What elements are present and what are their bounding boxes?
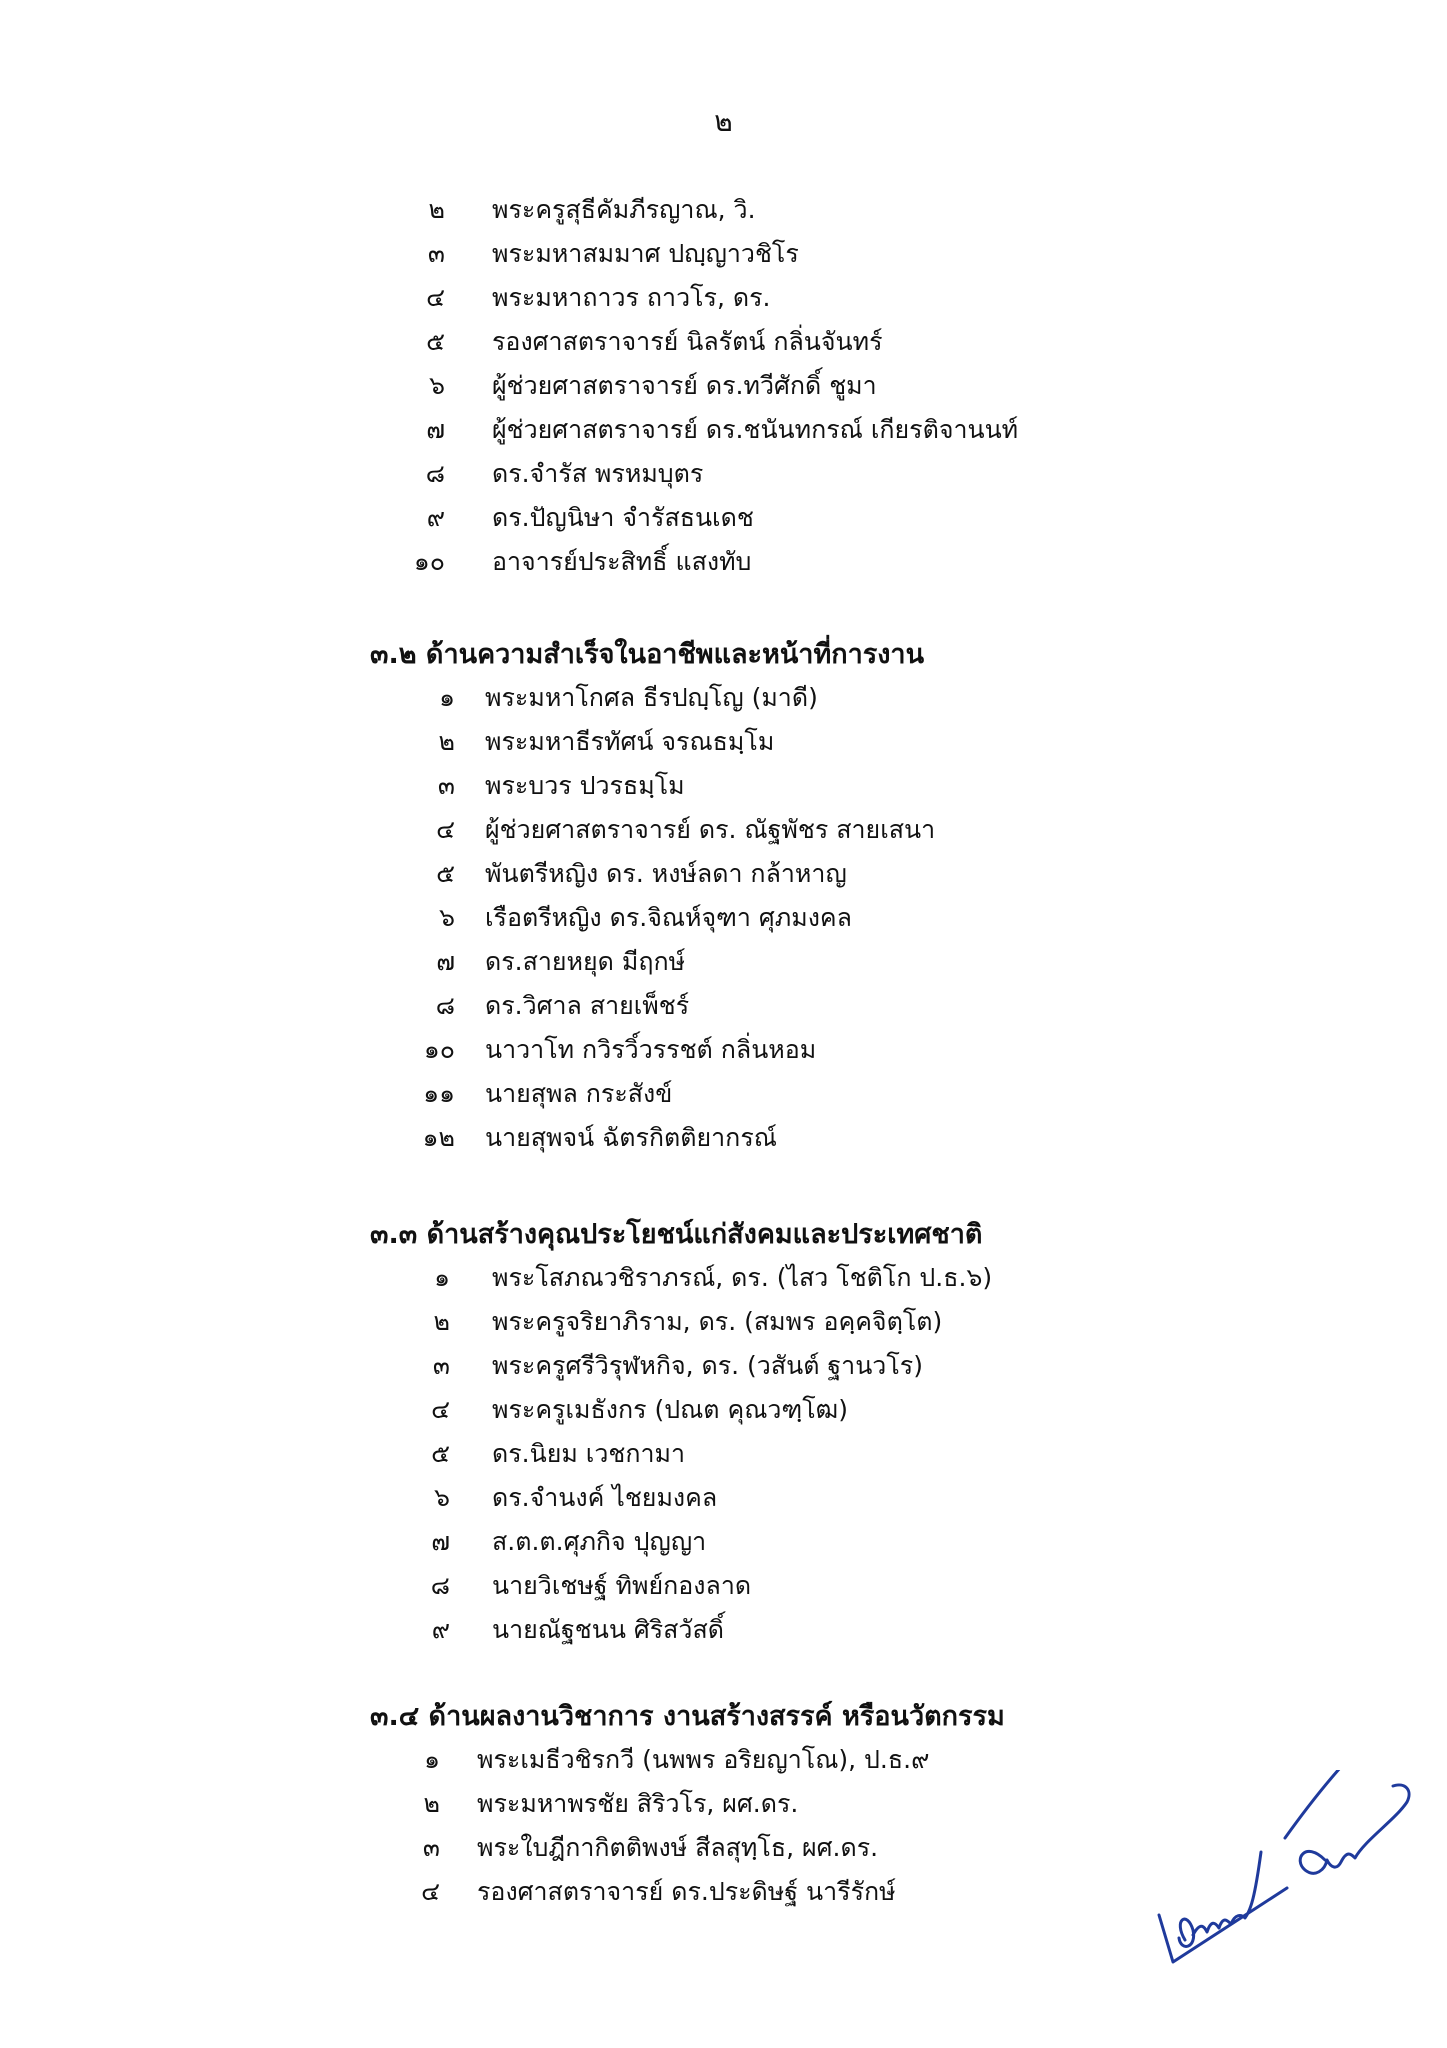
list-item (0, 408, 1447, 452)
item-name: นายณัฐชนน ศิริสวัสดิ์ (492, 1615, 724, 1644)
page-number: ๒ (714, 105, 733, 138)
signature-strokes (1159, 1770, 1409, 1962)
list-item (0, 1608, 1447, 1652)
list-item (0, 1564, 1447, 1608)
item-number: ๑๒ (422, 1123, 455, 1152)
list-item (0, 1520, 1447, 1564)
list-item (0, 896, 1447, 940)
item-name: พระครูเมธังกร (ปณต คุณวฑฺโฒ) (492, 1395, 848, 1424)
list-item (0, 276, 1447, 320)
list-item (0, 808, 1447, 852)
list-item (0, 496, 1447, 540)
item-name: ผู้ช่วยศาสตราจารย์ ดร. ณัฐพัชร สายเสนา (485, 815, 936, 844)
item-number: ๗ (431, 1527, 450, 1556)
item-number: ๘ (425, 459, 445, 488)
item-name: ผู้ช่วยศาสตราจารย์ ดร.ชนันทกรณ์ เกียรติจานนท์ (492, 415, 1019, 444)
item-number: ๑ (424, 1745, 440, 1774)
item-number: ๖ (434, 1483, 450, 1512)
list-item (0, 1256, 1447, 1300)
item-name: รองศาสตราจารย์ ดร.ประดิษฐ์ นารีรักษ์ (477, 1877, 896, 1906)
item-number: ๑ (434, 1263, 450, 1292)
list-item (0, 984, 1447, 1028)
item-name: พระครูจริยาภิราม, ดร. (สมพร อคฺคจิตฺโต) (492, 1307, 943, 1336)
item-number: ๙ (431, 1615, 450, 1644)
item-number: ๕ (436, 859, 455, 888)
item-name: นายสุพจน์ ฉัตรกิตติยากรณ์ (485, 1123, 777, 1152)
item-name: ดร.สายหยุด มีฤกษ์ (485, 947, 686, 976)
item-name: พระโสภณวชิราภรณ์, ดร. (ไสว โชติโก ป.ธ.๖) (492, 1263, 993, 1292)
item-name: ดร.วิศาล สายเพ็ชร์ (485, 991, 690, 1020)
item-number: ๗ (426, 415, 445, 444)
section-3-2-list (0, 676, 1447, 1160)
item-name: พระเมธีวชิรกวี (นพพร อริยญาโณ), ป.ธ.๙ (477, 1745, 930, 1774)
item-name: พระใบฎีกากิตติพงษ์ สีลสุทฺโธ, ผศ.ดร. (477, 1833, 879, 1862)
item-number: ๔ (421, 1877, 440, 1906)
section-3-3-heading: ๓.๓ ด้านสร้างคุณประโยชน์แก่สังคมและประเทศชาติ (370, 1219, 983, 1250)
list-item (0, 1432, 1447, 1476)
item-number: ๔ (426, 283, 445, 312)
item-number: ๒ (438, 727, 455, 756)
item-number: ๔ (436, 815, 455, 844)
item-name: เรือตรีหญิง ดร.จิณห์จุฑา ศุภมงคล (485, 903, 852, 932)
list-item (0, 1116, 1447, 1160)
item-name: ดร.ปัญนิษา จำรัสธนเดช (492, 503, 754, 532)
list-item (0, 188, 1447, 232)
item-name: ดร.จำนงค์ ไชยมงคล (492, 1483, 718, 1512)
item-name: นายวิเชษฐ์ ทิพย์กองลาด (492, 1571, 752, 1600)
item-number: ๑๐ (413, 547, 445, 576)
handwritten-signature (1135, 1770, 1435, 1970)
item-number: ๒ (433, 1307, 450, 1336)
list-item (0, 320, 1447, 364)
item-name: พระครูศรีวิรุฬหกิจ, ดร. (วสันต์ ฐานวโร) (492, 1351, 923, 1380)
item-name: ส.ต.ต.ศุภกิจ ปุญญา (492, 1527, 707, 1556)
item-name: พระมหาสมมาศ ปญฺญาวชิโร (492, 239, 799, 268)
item-number: ๓ (437, 771, 455, 800)
section-3-2-heading: ๓.๒ ด้านความสำเร็จในอาชีพและหน้าที่การงาน (370, 639, 925, 670)
section-3-1-list (0, 188, 1447, 584)
list-item (0, 1476, 1447, 1520)
item-name: พันตรีหญิง ดร. หงษ์ลดา กล้าหาญ (485, 859, 847, 888)
list-item (0, 452, 1447, 496)
item-number: ๓ (427, 239, 445, 268)
list-item (0, 852, 1447, 896)
item-number: ๕ (431, 1439, 450, 1468)
section-3-4-heading: ๓.๔ ด้านผลงานวิชาการ งานสร้างสรรค์ หรือนวัตกรรม (370, 1701, 1005, 1732)
item-number: ๑๑ (423, 1079, 455, 1108)
item-number: ๒ (423, 1789, 440, 1818)
list-item (0, 540, 1447, 584)
item-name: ผู้ช่วยศาสตราจารย์ ดร.ทวีศักดิ์ ชูมา (492, 371, 877, 400)
item-name: พระมหาโกศล ธีรปญฺโญ (มาดี) (485, 683, 818, 712)
item-number: ๔ (431, 1395, 450, 1424)
item-name: นายสุพล กระสังข์ (485, 1079, 673, 1108)
item-name: พระมหาธีรทัศน์ จรณธมฺโม (485, 727, 775, 756)
item-number: ๙ (426, 503, 445, 532)
section-3-3-list (0, 1256, 1447, 1652)
item-name: อาจารย์ประสิทธิ์ แสงทับ (492, 547, 752, 576)
item-number: ๘ (430, 1571, 450, 1600)
list-item (0, 1072, 1447, 1116)
item-name: ดร.นิยม เวชกามา (492, 1439, 686, 1468)
item-name: ดร.จำรัส พรหมบุตร (492, 459, 704, 488)
list-item (0, 1388, 1447, 1432)
item-number: ๖ (439, 903, 455, 932)
item-number: ๓ (432, 1351, 450, 1380)
list-item (0, 764, 1447, 808)
item-name: พระครูสุธีคัมภีรญาณ, วิ. (492, 195, 756, 224)
list-item (0, 940, 1447, 984)
list-item (0, 720, 1447, 764)
item-name: พระบวร ปวรธมฺโม (485, 771, 685, 800)
item-name: พระมหาถาวร ถาวโร, ดร. (492, 283, 771, 312)
list-item (0, 676, 1447, 720)
item-number: ๕ (426, 327, 445, 356)
item-number: ๗ (436, 947, 455, 976)
item-number: ๑๐ (423, 1035, 455, 1064)
item-number: ๖ (429, 371, 445, 400)
list-item (0, 364, 1447, 408)
list-item (0, 1028, 1447, 1072)
item-number: ๘ (435, 991, 455, 1020)
item-name: รองศาสตราจารย์ นิลรัตน์ กลิ่นจันทร์ (492, 327, 883, 356)
item-number: ๒ (428, 195, 445, 224)
item-number: ๓ (422, 1833, 440, 1862)
list-item (0, 1300, 1447, 1344)
item-name: พระมหาพรชัย สิริวโร, ผศ.ดร. (477, 1789, 799, 1818)
list-item (0, 1344, 1447, 1388)
item-number: ๑ (439, 683, 455, 712)
list-item (0, 232, 1447, 276)
item-name: นาวาโท กวิรวิ์วรรชต์ กลิ่นหอม (485, 1035, 817, 1064)
